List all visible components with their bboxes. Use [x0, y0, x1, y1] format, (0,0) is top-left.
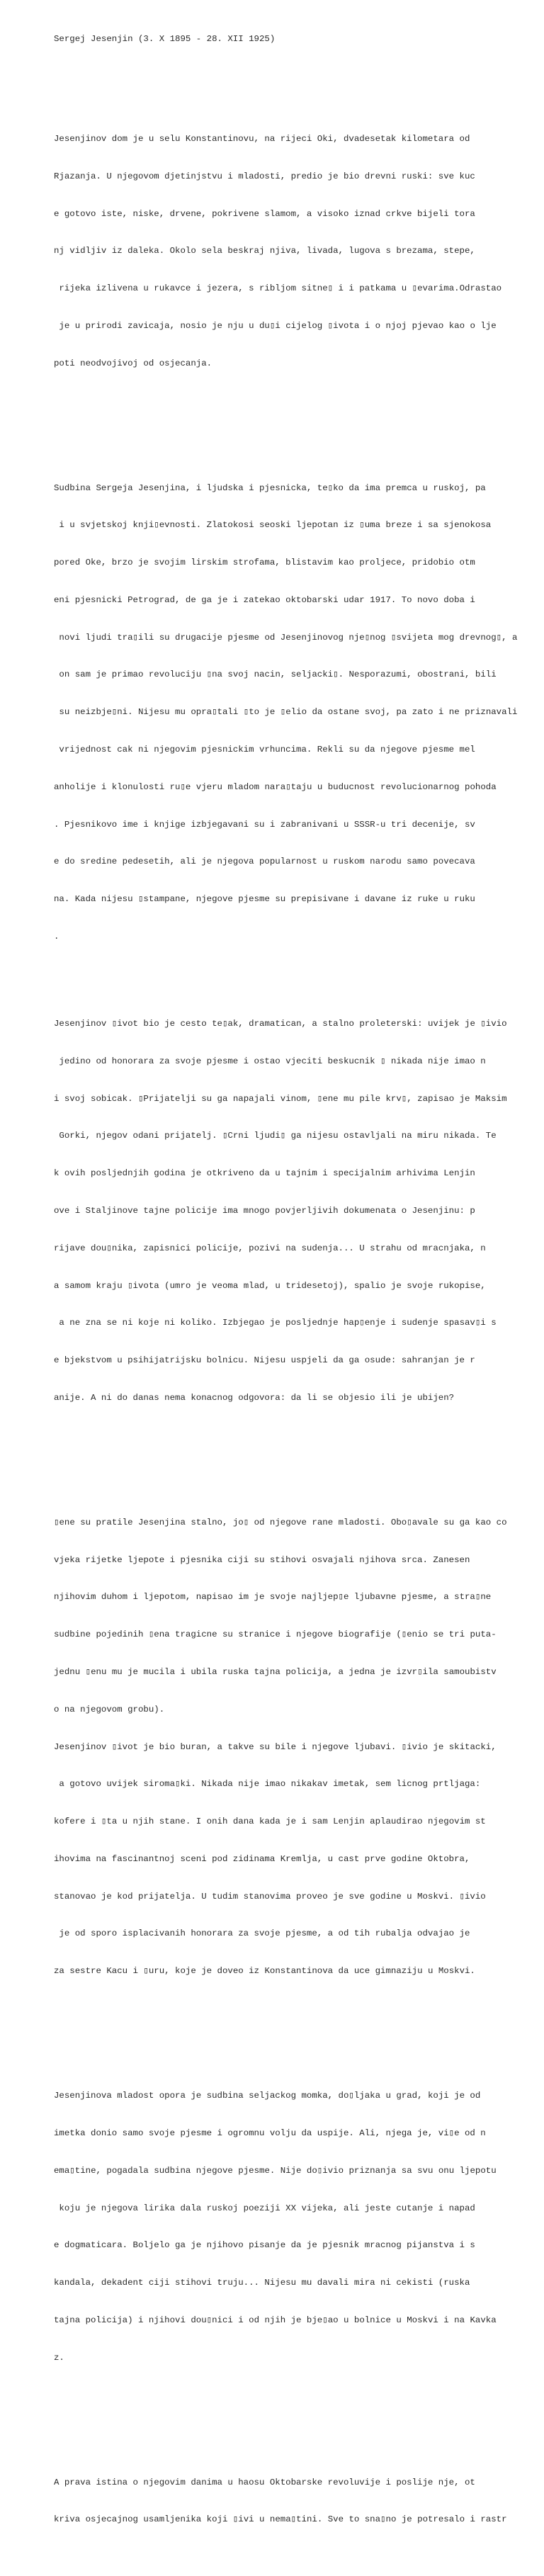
text-line: a gotovo uvijek siroma▯ki. Nikada nije imao nikakav imetak, sem licnog prtljaga: — [54, 1779, 481, 1790]
text-line: z. — [54, 2352, 64, 2363]
text-line: rijeka izlivena u rukavce i jezera, s ribljom sitne▯ i i patkama u ▯evarima.Odrastao — [54, 283, 502, 294]
blank-line — [54, 1454, 538, 1467]
paragraph-4 — [54, 1492, 538, 2003]
text-line: jednu ▯enu mu je mucila i ubila ruska tajna policija, a jedna je izvr▯ila samoubistv — [54, 1666, 497, 1677]
text-line: na. Kada nijesu ▯stampane, njegove pjesme su prepisivane i davane iz ruke u ruku — [54, 894, 475, 905]
text-line: rijave dou▯nika, zapisnici policije, pozivi na sudenja... U strahu od mracnjaka, n — [54, 1243, 486, 1253]
text-line: jedino od honorara za svoje pjesme i ostao vjeciti beskucnik ▯ nikada nije imao n — [54, 1056, 486, 1066]
text-line: kandala, dekadent ciji stihovi truju... Nijesu mu davali mira ni cekisti (ruska — [54, 2278, 470, 2288]
text-line: Jesenjinova mladost opora je sudbina seljackog momka, do▯ljaka u grad, koji je od — [54, 2091, 481, 2101]
paragraph-6 — [54, 2451, 538, 2551]
text-line: e do sredine pedesetih, ali je njegova popularnost u ruskom narodu samo povecava — [54, 857, 475, 867]
text-line: Gorki, njegov odani prijatelj. ▯Crni ljudi▯ ga nijesu ostavljali na miru nikada. Te — [54, 1131, 497, 1141]
text-line: za sestre Kacu i ▯uru, koje je doveo iz Konstantinova da uce gimnaziju u Moskvi. — [54, 1966, 475, 1977]
text-line: e dogmaticara. Boljelo ga je njihovo pisanje da je pjesnik mracnog pijanstva i s — [54, 2240, 475, 2251]
text-line: e bjekstvom u psihijatrijsku bolnicu. Nijesu uspjeli da ga osude: sahranjan je r — [54, 1355, 475, 1366]
text-line: o na njegovom grobu). — [54, 1704, 165, 1714]
text-line: je u prirodi zavicaja, nosio je nju u du▯i cijelog ▯ivota i o njoj pjevao kao o lje — [54, 320, 497, 331]
text-line: nj vidljiv iz daleka. Okolo sela beskraj njiva, livada, lugova s brezama, stepe, — [54, 246, 475, 256]
text-line: je od sporo isplacivanih honorara za svoje pjesme, a od tih rubalja odvajao je — [54, 1928, 470, 1939]
text-line: stanovao je kod prijatelja. U tudim stanovima proveo je sve godine u Moskvi. ▯ivio — [54, 1891, 486, 1902]
blank-line — [54, 2028, 538, 2040]
text-line: eni pjesnicki Petrograd, de ga je i zatekao oktobarski udar 1917. To novo doba i — [54, 594, 475, 605]
text-line: sudbine pojedinih ▯ena tragicne su stranice i njegove biografije (▯enio se tri puta- — [54, 1629, 497, 1640]
text-line: i svoj sobicak. ▯Prijatelji su ga napajali vinom, ▯ene mu pile krv▯, zapisao je Maksim — [54, 1093, 507, 1104]
text-line: k ovih posljednjih godina je otkriveno da u tajnim i specijalnim arhivima Lenjin — [54, 1168, 475, 1179]
text-line: Jesenjinov ▯ivot je bio buran, a takve su bile i njegove ljubavi. ▯ivio je skitacki, — [54, 1741, 497, 1752]
text-line: ema▯tine, pogadala sudbina njegove pjesme. Nije do▯ivio priznanja sa svu onu ljepotu — [54, 2165, 497, 2176]
text-line: . — [54, 931, 60, 942]
text-line: tajna policija) i njihovi dou▯nici i od njih je bje▯ao u bolnice u Moskvi i na Kavka — [54, 2315, 497, 2325]
text-line: su neizbje▯ni. Nijesu mu opra▯tali ▯to je ▯elio da ostane svoj, pa zato i ne priznavali — [54, 707, 518, 718]
blank-line — [54, 2414, 538, 2427]
text-line: koju je njegova lirika dala ruskoj poeziji XX vijeka, ali jeste cutanje i napad — [54, 2203, 475, 2213]
text-line: njihovim duhom i ljepotom, napisao im je svoje najljep▯e ljubavne pjesme, a stra▯ne — [54, 1592, 492, 1603]
text-line: A prava istina o njegovim danima u haosu Oktobarske revoluvije i poslije nje, ot — [54, 2477, 475, 2487]
text-line: kriva osjecajnog usamljenika koji ▯ivi u nema▯tini. Sve to sna▯no je potresalo i rastr — [54, 2514, 507, 2525]
text-line: Rjazanja. U njegovom djetinjstvu i mladosti, predio je bio drevni ruski: sve kuc — [54, 171, 475, 181]
text-line: vjeka rijetke ljepote i pjesnika ciji su stihovi osvajali njihova srca. Zanesen — [54, 1554, 470, 1565]
text-line: ove i Staljinove tajne policije ima mnogo povjerljivih dokumenata o Jesenjinu: p — [54, 1206, 475, 1216]
text-line: imetka donio samo svoje pjesme i ogromnu volju da uspije. Ali, njega je, vi▯e od n — [54, 2128, 486, 2138]
text-line: i u svjetskoj knji▯evnosti. Zlatokosi seoski ljepotan iz ▯uma breze i sa sjenokosa — [54, 520, 492, 531]
text-line: on sam je primao revoluciju ▯na svoj nacin, seljacki▯. Nesporazumi, obostrani, bili — [54, 670, 497, 680]
document-title: Sergej Jesenjin (3. X 1895 - 28. XII 1925) — [54, 34, 276, 45]
text-line: novi ljudi tra▯ili su drugacije pjesme od Jesenjinovog nje▯nog ▯svijeta mog drevnog▯, a — [54, 632, 518, 643]
text-line: a ne zna se ni koje ni koliko. Izbjegao je posljednje hap▯enje i sudenje spasav▯i s — [54, 1318, 497, 1328]
text-line: anije. A ni do danas nema konacnog odgovora: da li se objesio ili je ubijen? — [54, 1392, 455, 1403]
text-line: vrijednost cak ni njegovim pjesnickim vrhuncima. Rekli su da njegove pjesme mel — [54, 745, 475, 755]
text-line: kofere i ▯ta u njih stane. I onih dana kada je i sam Lenjin aplaudirao njegovim st — [54, 1817, 486, 1827]
text-line: poti neodvojivoj od osjecanja. — [54, 358, 212, 368]
blank-line — [54, 420, 538, 433]
text-line: a samom kraju ▯ivota (umro je veoma mlad, u tridesetoj), spalio je svoje rukopise, — [54, 1280, 486, 1291]
paragraph-1 — [54, 108, 538, 395]
paragraph-5 — [54, 2065, 538, 2389]
paragraph-2 — [54, 457, 538, 968]
blank-line — [54, 71, 538, 84]
text-line: Jesenjinov ▯ivot bio je cesto te▯ak, dramatican, a stalno proleterski: uvijek je ▯ivio — [54, 1019, 507, 1029]
text-line: e gotovo iste, niske, drvene, pokrivene slamom, a visoko iznad crkve bijeli tora — [54, 208, 475, 219]
text-line: anholije i klonulosti ru▯e vjeru mladom nara▯taju u buducnost revolucionarnog pohoda — [54, 781, 497, 792]
text-line: ihovima na fascinantnoj sceni pod zidinama Kremlja, u cast prve godine Oktobra, — [54, 1853, 470, 1864]
document-text — [54, 9, 538, 2576]
text-line: Jesenjinov dom je u selu Konstantinovu, na rijeci Oki, dvadesetak kilometara od — [54, 133, 470, 144]
text-line: Sudbina Sergeja Jesenjina, i ljudska i pjesnicka, te▯ko da ima premca u ruskoj, pa — [54, 482, 486, 493]
text-line: . Pjesnikovo ime i knjige izbjegavani su i zabranivani u SSSR-u tri decenije, sv — [54, 819, 475, 830]
paragraph-3 — [54, 993, 538, 1430]
text-line: ▯ene su pratile Jesenjina stalno, jo▯ od njegove rane mladosti. Obo▯avale su ga kao co — [54, 1517, 507, 1527]
text-line: pored Oke, brzo je svojim lirskim strofama, blistavim kao proljece, pridobio otm — [54, 558, 475, 568]
